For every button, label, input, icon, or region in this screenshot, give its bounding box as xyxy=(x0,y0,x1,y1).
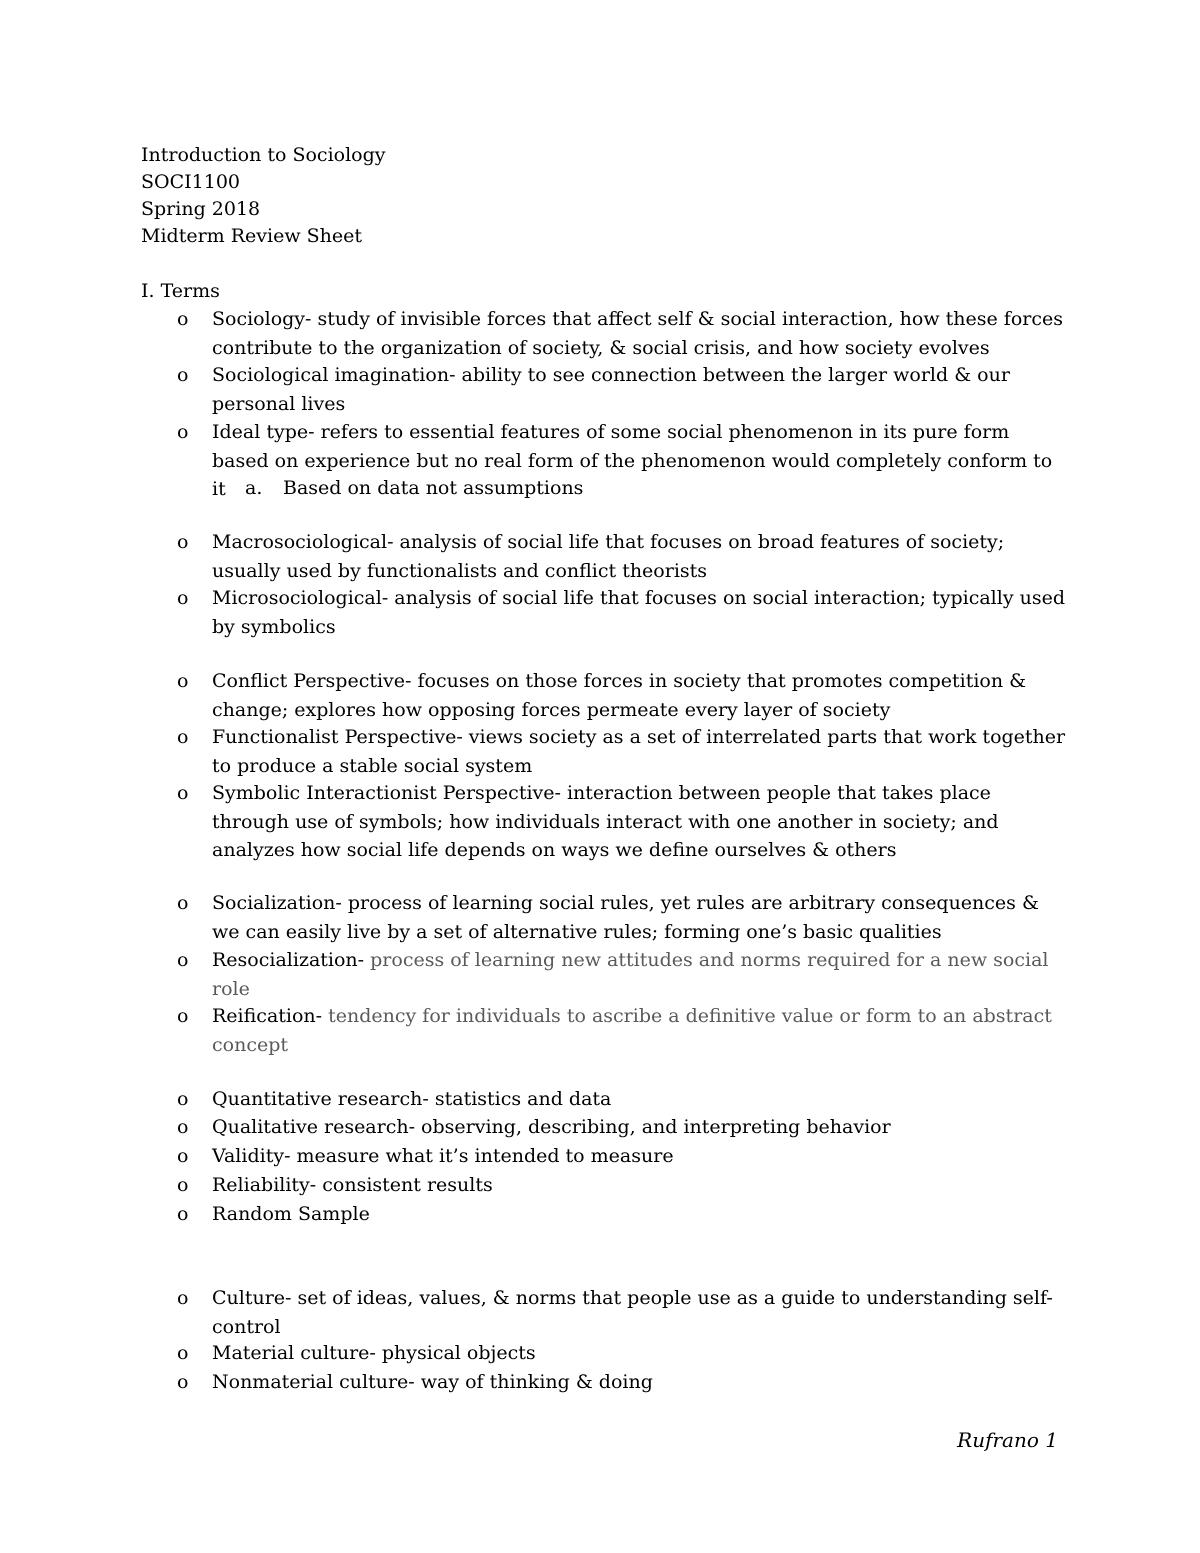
term-definition: tendency for individuals to ascribe a definitive value or form to an abstract concept xyxy=(212,1005,1052,1056)
term-definition: process of learning new attitudes and norms required for a new social role xyxy=(212,949,1049,1000)
bullet-icon: o xyxy=(177,1116,189,1138)
list-item xyxy=(141,779,1071,865)
term-text: Random Sample xyxy=(212,1203,370,1225)
bullet-icon: o xyxy=(177,892,189,914)
term-text: Functionalist Perspective- views society as a set of interrelated parts that work together to produce a stable social system xyxy=(212,726,1066,777)
term-text: Sociology- study of invisible forces that affect self & social interaction, how these forces contribute to the organization of society, & social crisis, and how society evolves xyxy=(212,308,1063,359)
bullet-icon: o xyxy=(177,308,189,330)
bullet-icon: o xyxy=(177,670,189,692)
bullet-icon: o xyxy=(177,1287,189,1309)
course-code: SOCI1100 xyxy=(141,171,240,193)
bullet-icon: o xyxy=(177,726,189,748)
list-item xyxy=(141,946,1071,1003)
list-item xyxy=(141,1085,1071,1114)
term-text: Resocialization- xyxy=(212,949,365,971)
term-text: Sociological imagination- ability to see connection between the larger world & our personal lives xyxy=(212,364,1010,415)
sub-list-text: Based on data not assumptions xyxy=(283,477,584,499)
bullet-icon: o xyxy=(177,1088,189,1110)
term-text: Culture- set of ideas, values, & norms that people use as a guide to understanding self-control xyxy=(212,1287,1053,1338)
term-text: Symbolic Interactionist Perspective- interaction between people that takes place through use of symbols; how individuals interact with one another in society; and analyzes how social life depends on ways we define ourselves & others xyxy=(212,782,999,861)
course-title: Introduction to Sociology xyxy=(141,144,386,166)
bullet-icon: o xyxy=(177,421,189,443)
bullet-icon: o xyxy=(177,1005,189,1027)
term-text: Socialization- process of learning social rules, yet rules are arbitrary consequences & we can easily live by a set of alternative rules; forming one’s basic qualities xyxy=(212,892,1039,943)
document-title: Midterm Review Sheet xyxy=(141,225,362,247)
page-footer-label: Rufrano 1 xyxy=(957,1428,1058,1452)
term-text: Validity- measure what it’s intended to measure xyxy=(212,1145,674,1167)
section-title: I. Terms xyxy=(141,280,220,302)
list-item xyxy=(141,723,1071,780)
term-text: Ideal type- refers to essential features of some social phenomenon in its pure form based on experience but no real form of the phenomenon would completely conform to it xyxy=(212,421,1053,500)
term: Spring 2018 xyxy=(141,198,261,220)
sub-list-item xyxy=(245,474,583,502)
bullet-icon: o xyxy=(177,782,189,804)
list-item xyxy=(141,305,1071,362)
bullet-icon: o xyxy=(177,1371,189,1393)
term-text: Reliability- consistent results xyxy=(212,1174,493,1196)
bullet-icon: o xyxy=(177,587,189,609)
bullet-icon: o xyxy=(177,1203,189,1225)
term-text: Nonmaterial culture- way of thinking & doing xyxy=(212,1371,653,1393)
list-item xyxy=(141,1171,1071,1200)
list-item xyxy=(141,1339,1071,1368)
term-text: Material culture- physical objects xyxy=(212,1342,536,1364)
list-item xyxy=(141,584,1071,641)
bullet-icon: o xyxy=(177,364,189,386)
list-item xyxy=(141,667,1071,724)
list-item xyxy=(141,361,1071,418)
list-item xyxy=(141,1200,1071,1229)
term-text: Reification- xyxy=(212,1005,323,1027)
term-text: Quantitative research- statistics and data xyxy=(212,1088,612,1110)
sub-list-marker: a. xyxy=(245,477,263,499)
list-item xyxy=(141,1284,1071,1341)
term-text: Microsociological- analysis of social life that focuses on social interaction; typically used by symbolics xyxy=(212,587,1065,638)
term-text: Qualitative research- observing, describing, and interpreting behavior xyxy=(212,1116,891,1138)
bullet-icon: o xyxy=(177,949,189,971)
list-item xyxy=(141,1368,1071,1397)
term-text: Conflict Perspective- focuses on those forces in society that promotes competition & change; explores how opposing forces permeate every layer of society xyxy=(212,670,1027,721)
list-item xyxy=(141,1113,1071,1142)
bullet-icon: o xyxy=(177,1174,189,1196)
list-item xyxy=(141,528,1071,585)
list-item xyxy=(141,889,1071,946)
bullet-icon: o xyxy=(177,1145,189,1167)
bullet-icon: o xyxy=(177,1342,189,1364)
list-item xyxy=(141,1002,1071,1059)
bullet-icon: o xyxy=(177,531,189,553)
document-header xyxy=(141,142,386,250)
term-text: Macrosociological- analysis of social life that focuses on broad features of society; usually used by functionalists and conflict theorists xyxy=(212,531,1005,582)
list-item xyxy=(141,1142,1071,1171)
